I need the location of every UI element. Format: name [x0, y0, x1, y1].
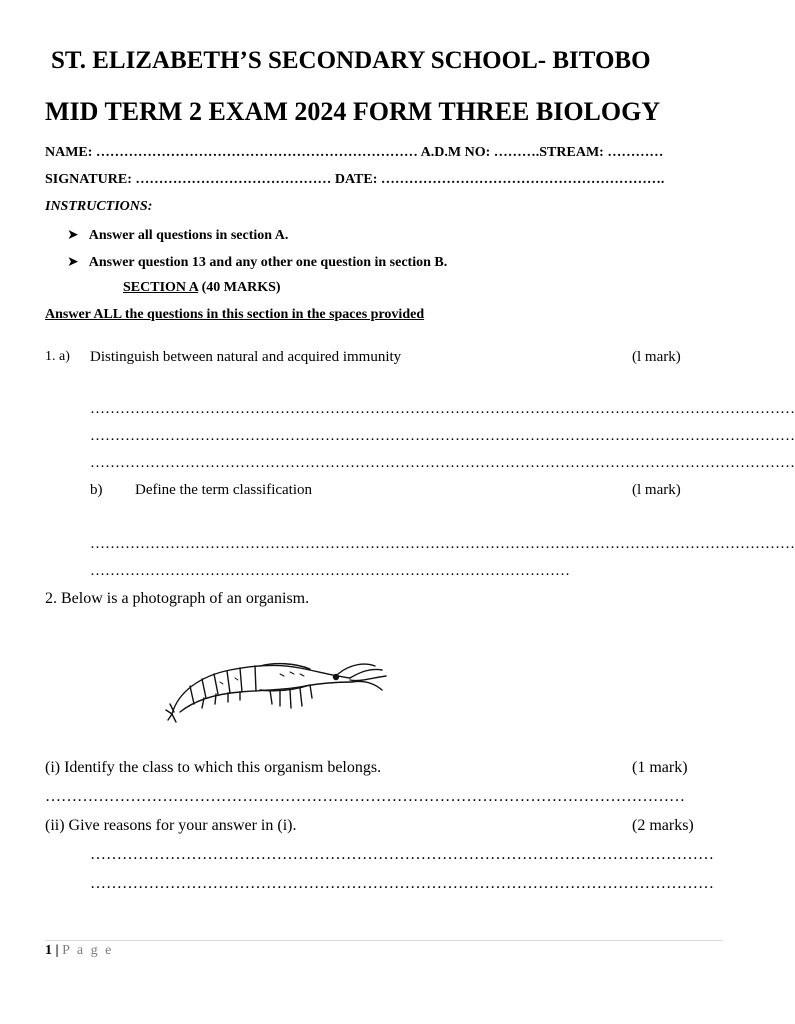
q2-text: 2. Below is a photograph of an organism. — [45, 590, 310, 607]
signature-date-line: SIGNATURE: …………………………………… DATE: ……………………………………………………. — [45, 172, 665, 187]
answer-line: ……………………………………………………………………………………………………… — [90, 846, 714, 863]
q2ii-marks: (2 marks) — [632, 817, 694, 834]
answer-line: ………………………………………………………………………………………………………… — [45, 788, 685, 805]
arrow-bullet-icon: ➤ — [67, 255, 79, 270]
instruction-item: ➤ Answer all questions in section A. — [67, 228, 289, 243]
section-heading — [123, 280, 281, 296]
answer-line: …………………………………………………………………………………………………………………………… — [90, 455, 795, 471]
answer-line: ……………………………………………………………………………………………………… — [90, 875, 714, 892]
footer-divider — [45, 940, 723, 941]
school-title: ST. ELIZABETH’S SECONDARY SCHOOL- BITOBO — [51, 47, 651, 74]
q1b-label: b) — [90, 482, 103, 498]
page-footer — [45, 943, 113, 959]
answer-line: …………………………………………………………………………………… — [90, 563, 570, 579]
q2i-marks: (1 mark) — [632, 759, 688, 776]
page-word: P a g e — [62, 943, 114, 958]
answer-line: …………………………………………………………………………………………………………………………… — [90, 401, 795, 417]
section-title: SECTION A — [123, 280, 199, 295]
instructions-heading: INSTRUCTIONS: — [45, 199, 153, 214]
answer-line: …………………………………………………………………………………………………………………………… — [90, 536, 795, 552]
q1a-text: Distinguish between natural and acquired immunity — [90, 349, 402, 365]
prawn-illustration — [160, 652, 390, 732]
q2i-text: (i) Identify the class to which this organism belongs. — [45, 759, 382, 776]
name-adm-stream-line: NAME: …………………………………………………………… A.D.M NO: ……….STREAM: ………… — [45, 145, 664, 160]
q1b-text: Define the term classification — [135, 482, 313, 498]
exam-title: MID TERM 2 EXAM 2024 FORM THREE BIOLOGY — [45, 97, 661, 126]
q1a-marks: (l mark) — [632, 349, 681, 365]
page-number: 1 | — [45, 943, 59, 958]
instruction-item: ➤ Answer question 13 and any other one question in section B. — [67, 255, 448, 270]
answer-line: …………………………………………………………………………………………………………………………… — [90, 428, 795, 444]
q1b-marks: (l mark) — [632, 482, 681, 498]
q1-number: 1. a) — [45, 349, 70, 364]
section-directive: Answer ALL the questions in this section in the spaces provided — [45, 307, 425, 322]
q2ii-text: (ii) Give reasons for your answer in (i). — [45, 817, 297, 834]
arrow-bullet-icon: ➤ — [67, 228, 79, 243]
section-marks: (40 MARKS) — [201, 280, 281, 295]
